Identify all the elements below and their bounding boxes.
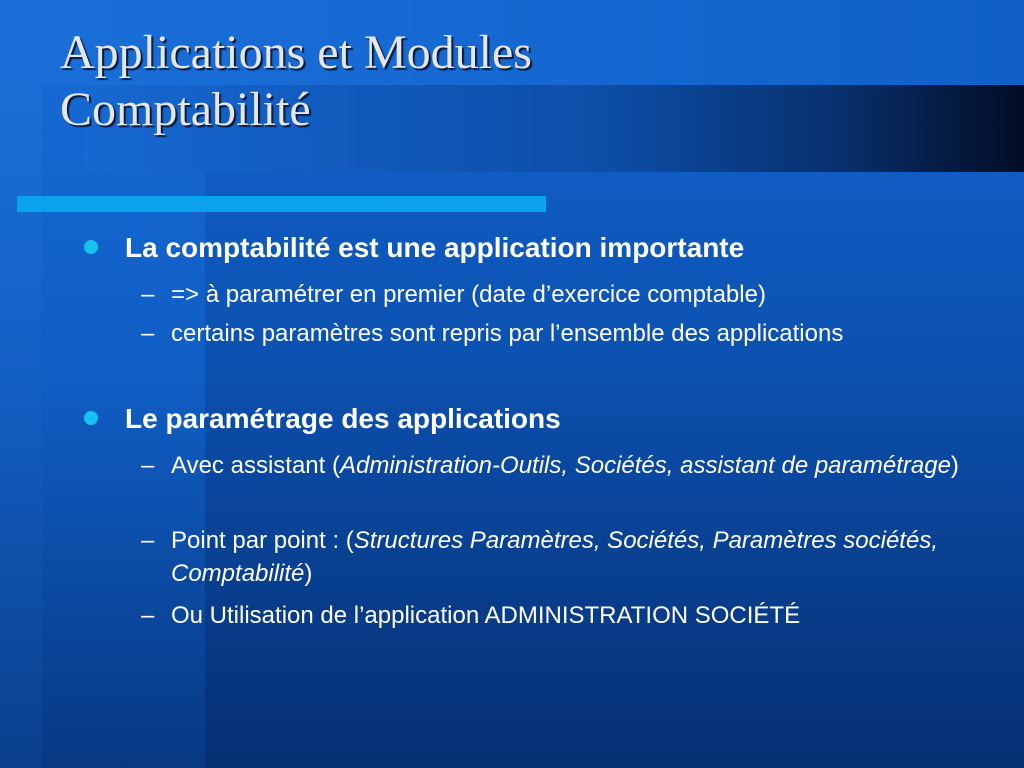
dash-icon: – xyxy=(141,320,155,347)
dash-icon: – xyxy=(141,281,155,308)
bullet-item xyxy=(84,232,744,264)
bullet-text: Le paramétrage des applications xyxy=(125,403,561,434)
sub-bullet-text xyxy=(171,449,981,482)
slide-title-line-2: Comptabilité xyxy=(60,83,311,136)
sub-bullet-item xyxy=(141,599,981,632)
dash-icon: – xyxy=(141,602,155,629)
slide-title-line-1: Applications et Modules xyxy=(60,26,532,79)
sub-bullet-text: => à paramétrer en premier (date d’exercice comptable) xyxy=(171,281,766,308)
bullet-dot-icon xyxy=(84,411,98,425)
dash-icon: – xyxy=(141,527,155,554)
sub-bullet-item xyxy=(141,278,981,311)
sub-bullet-suffix: ) xyxy=(950,452,959,479)
bullet-text: La comptabilité est une application importante xyxy=(125,232,745,263)
sub-bullet-text xyxy=(171,524,981,590)
sub-bullet-text: Ou Utilisation de l’application ADMINISTRATION SOCIÉTÉ xyxy=(171,602,801,629)
sub-bullet-item xyxy=(141,524,981,590)
bullet-item xyxy=(84,403,561,435)
sub-bullet-prefix: Point par point : ( xyxy=(171,527,354,554)
dash-icon: – xyxy=(141,452,155,479)
sub-bullet-text: certains paramètres sont repris par l’ensemble des applications xyxy=(171,320,844,347)
sub-bullet-italic: Structures Paramètres, Sociétés, Paramètres sociétés, Comptabilité xyxy=(171,527,938,587)
sub-bullet-item xyxy=(141,449,981,482)
sub-bullet-suffix: ) xyxy=(304,560,313,587)
sub-bullet-prefix: Avec assistant ( xyxy=(171,452,340,479)
sub-bullet-item xyxy=(141,317,981,350)
sub-bullet-italic: Administration-Outils, Sociétés, assistant de paramétrage xyxy=(339,452,951,479)
bullet-dot-icon xyxy=(84,240,98,254)
